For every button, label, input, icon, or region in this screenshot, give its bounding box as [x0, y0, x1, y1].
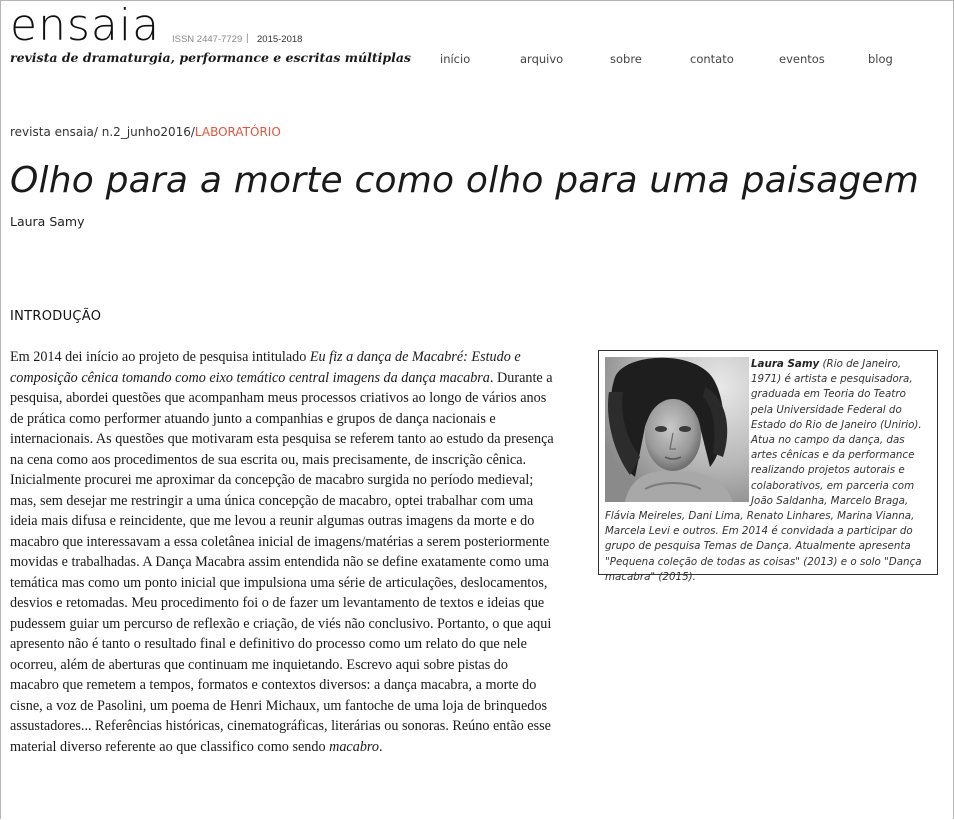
bio-name: Laura Samy	[751, 358, 820, 370]
breadcrumb-section[interactable]: LABORATÓRIO	[194, 125, 281, 139]
author-bio	[605, 357, 931, 585]
paragraph-text-1: Em 2014 dei início ao projeto de pesquisa intitulado	[10, 349, 310, 365]
nav-eventos[interactable]: eventos	[779, 52, 825, 66]
nav-arquivo[interactable]: arquivo	[520, 52, 564, 66]
project-title: Eu fiz a dança de Macabré: Estudo e composição cênica tomando como eixo temático central imagens da dança macabra	[10, 349, 521, 386]
paragraph-text-2: . Durante a pesquisa, abordei questões que acompanham meus processos criativos ao longo de vários anos de prática como performer atuando junto a companhias e grupos de dança nacionais e internacionais. As questões que motivaram esta pesquisa se referem tanto ao estudo da presença na cena como aos procedimentos de sua escrita ou, mais precisamente, de inscrição cênica. Inicialmente procurei me aproximar da concepção de macabro surgida no período medieval; mas, sem desejar me restringir a uma única concepção de macabro, optei trabalhar com uma ideia mais difusa e reincidente, que me levou a reunir algumas outras imagens da morte e do macabro que interessavam a essa coletânea inicial de imagens/matérias a serem posteriormente movidas e trabalhadas. A Dança Macabra assim entendida não se define exatamente como uma temática mas como um ponto inicial que impulsiona uma série de articulações, deslocamentos, desvios e retomadas. Meu procedimento foi o de fazer um levantamento de textos e ideias que pudessem guiar um percurso de reflexão e criação, de viés não conclusivo. Portanto, o que aqui apresento não é tanto o resultado final e definitivo do processo como um relato do que nele ocorreu, além de aberturas que continuam me inquietando. Escrevo aqui sobre pistas do macabro que remetem a tempos, formatos e contextos diversos: a dança macabra, a morte do cisne, a voz de Pasolini, um poema de Henri Michaux, um fantoche de uma loja de brinquedos assustadores... Referências históricas, cinematográficas, literárias ou sonoras. Reúno então esse material diverso referente ao que classifico como sendo	[10, 369, 554, 755]
nav-sobre[interactable]: sobre	[610, 52, 642, 66]
article-paragraph	[10, 347, 555, 757]
site-tagline: revista de dramaturgia, performance e escritas múltiplas	[10, 50, 411, 65]
paragraph-text-3: .	[379, 738, 383, 755]
section-heading: INTRODUÇÃO	[10, 309, 102, 324]
article-title: Olho para a morte como olho para uma paisagem	[10, 160, 920, 201]
main-nav	[0, 52, 954, 68]
author-bio-box	[598, 350, 938, 583]
site-logo[interactable]: ensaia	[10, 0, 161, 51]
issn-label: ISSN 2447-7729	[172, 34, 243, 45]
nav-contato[interactable]: contato	[690, 52, 734, 66]
macabro-term: macabro	[329, 738, 380, 755]
portrait-spacer	[605, 357, 751, 507]
breadcrumb	[10, 125, 281, 139]
years-label: 2015-2018	[257, 34, 303, 45]
bio-text: (Rio de Janeiro, 1971) é artista e pesquisadora, graduada em Teoria do Teatro pela Universidade Federal do Estado do Rio de Janeiro (Unirio). Atua no campo da dança, das artes cênicas e da performance realizando projetos autorais e colaborativos, em parceria com João Saldanha, Marcelo Braga, Flávia Meireles, Dani Lima, Renato Linhares, Marina Vianna, Marcela Levi e outros. Em 2014 é convidada a participar do grupo de pesquisa Temas de Dança. Atualmente apresenta "Pequena coleção de todas as coisas" (2013) e o solo "Dança macabra" (2015).	[605, 358, 922, 583]
article-author: Laura Samy	[10, 214, 85, 229]
article-body	[10, 347, 555, 757]
breadcrumb-issue[interactable]: n.2_junho2016/	[101, 125, 195, 139]
header-separator: |	[246, 33, 249, 44]
nav-blog[interactable]: blog	[868, 52, 893, 66]
breadcrumb-journal[interactable]: revista ensaia/	[10, 125, 98, 139]
nav-inicio[interactable]: início	[440, 52, 471, 66]
